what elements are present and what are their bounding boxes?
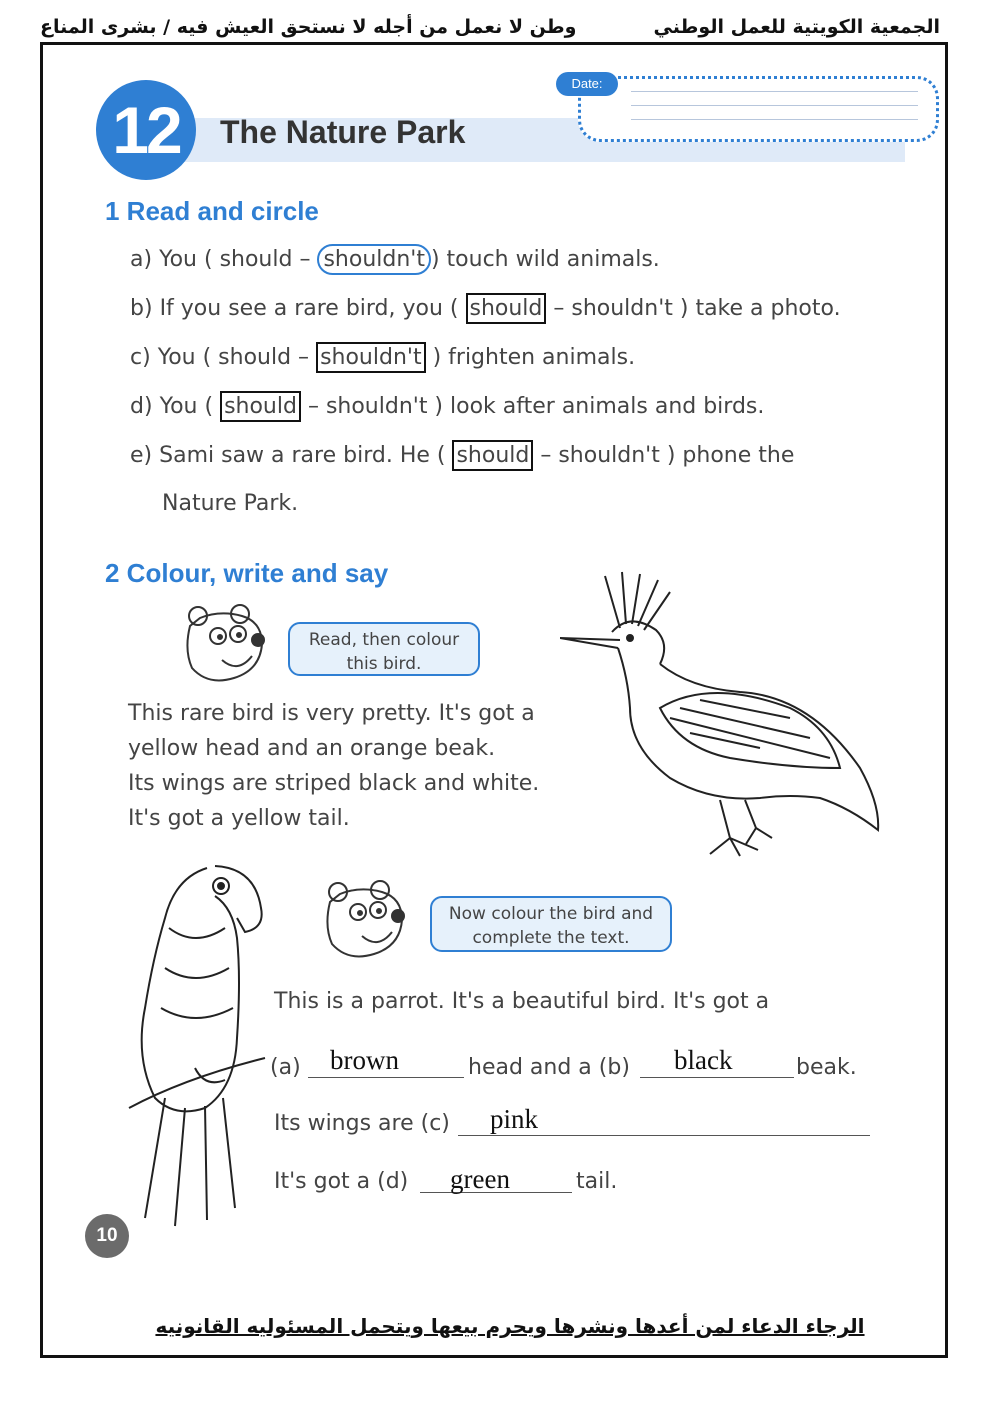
question-c: c) You ( should – shouldn't ) frighten animals. — [130, 345, 635, 370]
blank-c-label: Its wings are (c) — [274, 1111, 450, 1136]
instruction-bubble-1: Read, then colour this bird. — [288, 622, 480, 676]
header-organization: الجمعية الكويتية للعمل الوطني — [653, 16, 940, 38]
bear-icon — [176, 600, 272, 688]
blank-a-line — [308, 1077, 464, 1078]
blank-c-line — [458, 1135, 870, 1136]
page-number: 10 — [85, 1214, 129, 1258]
unit-number: 12 — [96, 80, 196, 180]
blank-d-label: It's got a (d) — [274, 1169, 409, 1194]
answer-box[interactable]: should — [220, 391, 301, 422]
question-d: d) You ( should – shouldn't ) look after animals and birds. — [130, 394, 764, 419]
bird-description: This rare bird is very pretty. It's got a yellow head and an orange beak. Its wings are striped black and white. It's got a yellow tail. — [128, 701, 540, 831]
top-header — [40, 14, 950, 42]
question-e-continued: Nature Park. — [162, 491, 299, 516]
answer-c[interactable]: pink — [490, 1104, 539, 1134]
blank-b-label: head and a (b) — [468, 1055, 630, 1080]
unit-title: The Nature Park — [220, 114, 466, 150]
blank-d-end: tail. — [576, 1169, 618, 1194]
question-a: a) You ( should – shouldn't ) touch wild animals. — [130, 247, 660, 272]
section2-title: 2 Colour, write and say — [105, 558, 389, 588]
question-b: b) If you see a rare bird, you ( should – shouldn't ) take a photo. — [130, 296, 841, 321]
section1-title: 1 Read and circle — [105, 196, 319, 226]
answer-d[interactable]: green — [450, 1164, 510, 1194]
answer-box[interactable]: should — [452, 440, 533, 471]
footer-note: الرجاء الدعاء لمن أعدها ونشرها ويحرم بيعها ويتحمل المسئوليه القانونيه — [155, 1314, 865, 1338]
date-box[interactable] — [578, 76, 939, 142]
header-slogan: وطن لا نعمل من أجله لا نستحق العيش فيه / بشرى المناع — [40, 16, 577, 38]
parrot-bird-image — [125, 858, 275, 1228]
answer-box[interactable]: shouldn't — [316, 342, 426, 373]
blank-b-line — [640, 1077, 794, 1078]
answer-b[interactable]: black — [674, 1045, 733, 1075]
instruction-bubble-2: Now colour the bird and complete the text. — [430, 896, 672, 952]
answer-box[interactable]: should — [466, 293, 547, 324]
blank-a-label: (a) — [270, 1055, 301, 1080]
blank-b-end: beak. — [796, 1055, 857, 1080]
answer-a[interactable]: brown — [330, 1045, 399, 1075]
question-e: e) Sami saw a rare bird. He ( should – shouldn't ) phone the — [130, 443, 794, 468]
bear-icon — [316, 876, 412, 964]
date-label: Date: — [556, 72, 618, 96]
answer-circle[interactable]: shouldn't — [317, 244, 431, 275]
parrot-intro: This is a parrot. It's a beautiful bird. It's got a — [274, 989, 770, 1014]
hoopoe-bird-image — [560, 568, 890, 858]
